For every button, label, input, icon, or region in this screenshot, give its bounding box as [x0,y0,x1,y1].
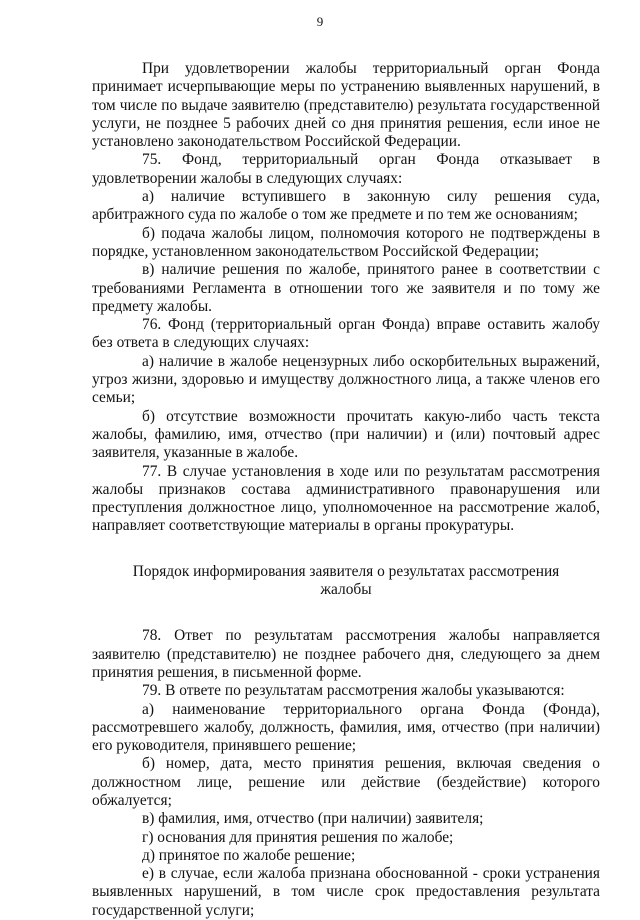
paragraph-76: 76. Фонд (территориальный орган Фонда) вправе оставить жалобу без ответа в следующих случаях: [92,316,600,352]
paragraph-75-a: а) наличие вступившего в законную силу решения суда, арбитражного суда по жалобе о том же предмете и по тем же основаниям; [92,188,600,224]
paragraph-75-b: б) подача жалобы лицом, полномочия которого не подтверждены в порядке, установленном законодательством Российской Федерации; [92,224,600,260]
paragraph-79-a: а) наименование территориального органа Фонда (Фонда), рассмотревшего жалобу, должность, фамилия, имя, отчество (при наличии) его руководителя, принявшего решение; [92,700,600,755]
paragraph-78: 78. Ответ по результатам рассмотрения жалобы направляется заявителю (представителю) не позднее рабочего дня, следующего за днем принятия решения, в письменной форме. [92,627,600,681]
paragraph-76-a: а) наличие в жалобе нецензурных либо оскорбительных выражений, угроз жизни, здоровью и имуществу должностного лица, а также членов его семьи; [92,352,600,407]
paragraph-satisfaction-measures: При удовлетворении жалобы территориальный орган Фонда принимает исчерпывающие меры по устранению выявленных нарушений, в том числе по выдаче заявителю (представителю) результата государственной услуги, не позднее 5 рабочих дней со дня принятия решения, если иное не установлено законодательством Российской Федерации. [92,60,600,151]
paragraph-76-b: б) отсутствие возможности прочитать какую-либо часть текста жалобы, фамилию, имя, отчество (при наличии) и (или) почтовый адрес заявителя, указанные в жалобе. [92,407,600,462]
paragraph-79-e: е) в случае, если жалоба признана обоснованной - сроки устранения выявленных нарушений, в том числе срок предоставления результата государственной услуги; [92,865,600,919]
paragraph-77: 77. В случае установления в ходе или по результатам рассмотрения жалобы признаков состава административного правонарушения или преступления должностное лицо, уполномоченное на рассмотрение жалоб, направляет соответствующие материалы в органы прокуратуры. [92,462,600,535]
paragraph-79-d: д) принятое по жалобе решение; [142,846,356,864]
paragraph-79: 79. В ответе по результатам рассмотрения жалобы указываются: [142,682,565,700]
document-body [92,60,600,920]
section-heading: Порядок информирования заявителя о результатах рассмотрения жалобы [132,562,560,599]
paragraph-79-b: б) номер, дата, место принятия решения, включая сведения о должностном лице, решение или действие (бездействие) которого обжалуется; [92,755,600,809]
page-number: 9 [316,14,324,29]
paragraph-75-v: в) наличие решения по жалобе, принятого ранее в соответствии с требованиями Регламента в отношении того же заявителя и по тому же предмету жалобы. [92,261,600,315]
paragraph-79-v: в) фамилия, имя, отчество (при наличии) заявителя; [142,810,484,828]
paragraph-75: 75. Фонд, территориальный орган Фонда отказывает в удовлетворении жалобы в следующих случаях: [92,151,600,187]
paragraph-79-g: г) основания для принятия решения по жалобе; [142,828,454,846]
